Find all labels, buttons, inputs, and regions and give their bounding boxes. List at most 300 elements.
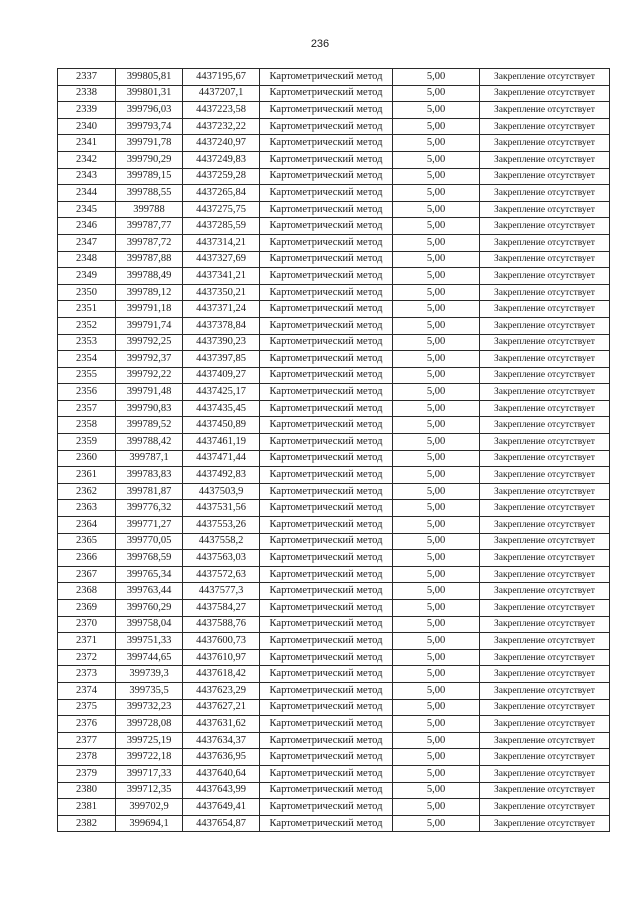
table-row (58, 682, 610, 699)
fixing-cell: Закрепление отсутствует (480, 517, 610, 534)
x-coordinate-cell: 399758,04 (116, 616, 183, 633)
point-number-cell: 2372 (58, 649, 116, 666)
error-cell: 5,00 (393, 450, 480, 467)
table-row (58, 85, 610, 102)
point-number-cell: 2368 (58, 583, 116, 600)
fixing-cell: Закрепление отсутствует (480, 815, 610, 832)
method-cell: Картометрический метод (260, 135, 393, 152)
y-coordinate-cell: 4437618,42 (183, 666, 260, 683)
y-coordinate-cell: 4437627,21 (183, 699, 260, 716)
error-cell: 5,00 (393, 483, 480, 500)
error-cell: 5,00 (393, 384, 480, 401)
table-row (58, 351, 610, 368)
x-coordinate-cell: 399739,3 (116, 666, 183, 683)
table-row (58, 716, 610, 733)
point-number-cell: 2369 (58, 600, 116, 617)
point-number-cell: 2338 (58, 85, 116, 102)
table-row (58, 583, 610, 600)
method-cell: Картометрический метод (260, 118, 393, 135)
error-cell: 5,00 (393, 317, 480, 334)
error-cell: 5,00 (393, 517, 480, 534)
error-cell: 5,00 (393, 234, 480, 251)
fixing-cell: Закрепление отсутствует (480, 268, 610, 285)
method-cell: Картометрический метод (260, 815, 393, 832)
x-coordinate-cell: 399728,08 (116, 716, 183, 733)
method-cell: Картометрический метод (260, 301, 393, 318)
point-number-cell: 2352 (58, 317, 116, 334)
y-coordinate-cell: 4437558,2 (183, 533, 260, 550)
error-cell: 5,00 (393, 533, 480, 550)
method-cell: Картометрический метод (260, 85, 393, 102)
error-cell: 5,00 (393, 118, 480, 135)
point-number-cell: 2344 (58, 185, 116, 202)
error-cell: 5,00 (393, 716, 480, 733)
table-row (58, 782, 610, 799)
method-cell: Картометрический метод (260, 682, 393, 699)
point-number-cell: 2355 (58, 367, 116, 384)
method-cell: Картометрический метод (260, 151, 393, 168)
point-number-cell: 2343 (58, 168, 116, 185)
table-row (58, 467, 610, 484)
fixing-cell: Закрепление отсутствует (480, 85, 610, 102)
point-number-cell: 2361 (58, 467, 116, 484)
point-number-cell: 2349 (58, 268, 116, 285)
table-row (58, 765, 610, 782)
error-cell: 5,00 (393, 815, 480, 832)
y-coordinate-cell: 4437397,85 (183, 351, 260, 368)
table-row (58, 135, 610, 152)
table-row (58, 69, 610, 86)
error-cell: 5,00 (393, 284, 480, 301)
y-coordinate-cell: 4437265,84 (183, 185, 260, 202)
x-coordinate-cell: 399763,44 (116, 583, 183, 600)
error-cell: 5,00 (393, 649, 480, 666)
fixing-cell: Закрепление отсутствует (480, 384, 610, 401)
y-coordinate-cell: 4437240,97 (183, 135, 260, 152)
error-cell: 5,00 (393, 699, 480, 716)
method-cell: Картометрический метод (260, 218, 393, 235)
x-coordinate-cell: 399791,18 (116, 301, 183, 318)
x-coordinate-cell: 399776,32 (116, 500, 183, 517)
y-coordinate-cell: 4437275,75 (183, 201, 260, 218)
method-cell: Картометрический метод (260, 699, 393, 716)
y-coordinate-cell: 4437553,26 (183, 517, 260, 534)
error-cell: 5,00 (393, 85, 480, 102)
method-cell: Картометрический метод (260, 649, 393, 666)
method-cell: Картометрический метод (260, 799, 393, 816)
point-number-cell: 2340 (58, 118, 116, 135)
method-cell: Картометрический метод (260, 716, 393, 733)
fixing-cell: Закрепление отсутствует (480, 500, 610, 517)
method-cell: Картометрический метод (260, 168, 393, 185)
point-number-cell: 2363 (58, 500, 116, 517)
table-row (58, 566, 610, 583)
table-row (58, 533, 610, 550)
point-number-cell: 2371 (58, 633, 116, 650)
fixing-cell: Закрепление отсутствует (480, 533, 610, 550)
error-cell: 5,00 (393, 417, 480, 434)
fixing-cell: Закрепление отсутствует (480, 467, 610, 484)
x-coordinate-cell: 399732,23 (116, 699, 183, 716)
method-cell: Картометрический метод (260, 517, 393, 534)
x-coordinate-cell: 399787,1 (116, 450, 183, 467)
y-coordinate-cell: 4437390,23 (183, 334, 260, 351)
point-number-cell: 2339 (58, 102, 116, 119)
y-coordinate-cell: 4437409,27 (183, 367, 260, 384)
y-coordinate-cell: 4437450,89 (183, 417, 260, 434)
error-cell: 5,00 (393, 765, 480, 782)
method-cell: Картометрический метод (260, 583, 393, 600)
point-number-cell: 2362 (58, 483, 116, 500)
table-row (58, 749, 610, 766)
y-coordinate-cell: 4437610,97 (183, 649, 260, 666)
fixing-cell: Закрепление отсутствует (480, 732, 610, 749)
point-number-cell: 2376 (58, 716, 116, 733)
point-number-cell: 2356 (58, 384, 116, 401)
y-coordinate-cell: 4437572,63 (183, 566, 260, 583)
table-row (58, 500, 610, 517)
fixing-cell: Закрепление отсутствует (480, 135, 610, 152)
fixing-cell: Закрепление отсутствует (480, 550, 610, 567)
y-coordinate-cell: 4437425,17 (183, 384, 260, 401)
point-number-cell: 2348 (58, 251, 116, 268)
table-row (58, 268, 610, 285)
y-coordinate-cell: 4437577,3 (183, 583, 260, 600)
x-coordinate-cell: 399712,35 (116, 782, 183, 799)
y-coordinate-cell: 4437207,1 (183, 85, 260, 102)
y-coordinate-cell: 4437588,76 (183, 616, 260, 633)
point-number-cell: 2345 (58, 201, 116, 218)
table-row (58, 616, 610, 633)
x-coordinate-cell: 399770,05 (116, 533, 183, 550)
y-coordinate-cell: 4437341,21 (183, 268, 260, 285)
point-number-cell: 2351 (58, 301, 116, 318)
x-coordinate-cell: 399788,42 (116, 434, 183, 451)
y-coordinate-cell: 4437378,84 (183, 317, 260, 334)
point-number-cell: 2347 (58, 234, 116, 251)
table-row (58, 815, 610, 832)
fixing-cell: Закрепление отсутствует (480, 716, 610, 733)
fixing-cell: Закрепление отсутствует (480, 367, 610, 384)
table-row (58, 666, 610, 683)
table-row (58, 251, 610, 268)
point-number-cell: 2346 (58, 218, 116, 235)
table-row (58, 234, 610, 251)
point-number-cell: 2357 (58, 400, 116, 417)
fixing-cell: Закрепление отсутствует (480, 483, 610, 500)
x-coordinate-cell: 399768,59 (116, 550, 183, 567)
error-cell: 5,00 (393, 351, 480, 368)
fixing-cell: Закрепление отсутствует (480, 600, 610, 617)
fixing-cell: Закрепление отсутствует (480, 69, 610, 86)
point-number-cell: 2358 (58, 417, 116, 434)
error-cell: 5,00 (393, 732, 480, 749)
point-number-cell: 2381 (58, 799, 116, 816)
error-cell: 5,00 (393, 102, 480, 119)
point-number-cell: 2366 (58, 550, 116, 567)
fixing-cell: Закрепление отсутствует (480, 649, 610, 666)
table-row (58, 284, 610, 301)
x-coordinate-cell: 399781,87 (116, 483, 183, 500)
fixing-cell: Закрепление отсутствует (480, 417, 610, 434)
x-coordinate-cell: 399765,34 (116, 566, 183, 583)
x-coordinate-cell: 399788 (116, 201, 183, 218)
x-coordinate-cell: 399793,74 (116, 118, 183, 135)
fixing-cell: Закрепление отсутствует (480, 616, 610, 633)
fixing-cell: Закрепление отсутствует (480, 151, 610, 168)
fixing-cell: Закрепление отсутствует (480, 168, 610, 185)
x-coordinate-cell: 399735,5 (116, 682, 183, 699)
coordinates-table-body (58, 69, 610, 832)
x-coordinate-cell: 399760,29 (116, 600, 183, 617)
x-coordinate-cell: 399792,37 (116, 351, 183, 368)
error-cell: 5,00 (393, 566, 480, 583)
error-cell: 5,00 (393, 467, 480, 484)
method-cell: Картометрический метод (260, 749, 393, 766)
table-row (58, 118, 610, 135)
table-row (58, 185, 610, 202)
point-number-cell: 2377 (58, 732, 116, 749)
y-coordinate-cell: 4437327,69 (183, 251, 260, 268)
y-coordinate-cell: 4437471,44 (183, 450, 260, 467)
x-coordinate-cell: 399751,33 (116, 633, 183, 650)
y-coordinate-cell: 4437643,99 (183, 782, 260, 799)
x-coordinate-cell: 399787,77 (116, 218, 183, 235)
table-row (58, 102, 610, 119)
y-coordinate-cell: 4437623,29 (183, 682, 260, 699)
method-cell: Картометрический метод (260, 400, 393, 417)
y-coordinate-cell: 4437531,56 (183, 500, 260, 517)
point-number-cell: 2337 (58, 69, 116, 86)
method-cell: Картометрический метод (260, 483, 393, 500)
point-number-cell: 2350 (58, 284, 116, 301)
fixing-cell: Закрепление отсутствует (480, 765, 610, 782)
error-cell: 5,00 (393, 682, 480, 699)
error-cell: 5,00 (393, 550, 480, 567)
point-number-cell: 2379 (58, 765, 116, 782)
fixing-cell: Закрепление отсутствует (480, 317, 610, 334)
point-number-cell: 2378 (58, 749, 116, 766)
error-cell: 5,00 (393, 799, 480, 816)
table-row (58, 384, 610, 401)
error-cell: 5,00 (393, 583, 480, 600)
error-cell: 5,00 (393, 782, 480, 799)
y-coordinate-cell: 4437350,21 (183, 284, 260, 301)
table-row (58, 201, 610, 218)
fixing-cell: Закрепление отсутствует (480, 566, 610, 583)
y-coordinate-cell: 4437492,83 (183, 467, 260, 484)
fixing-cell: Закрепление отсутствует (480, 185, 610, 202)
x-coordinate-cell: 399792,25 (116, 334, 183, 351)
table-row (58, 218, 610, 235)
y-coordinate-cell: 4437249,83 (183, 151, 260, 168)
error-cell: 5,00 (393, 434, 480, 451)
y-coordinate-cell: 4437195,67 (183, 69, 260, 86)
table-row (58, 699, 610, 716)
method-cell: Картометрический метод (260, 765, 393, 782)
x-coordinate-cell: 399725,19 (116, 732, 183, 749)
coordinates-table (57, 68, 610, 832)
table-row (58, 151, 610, 168)
x-coordinate-cell: 399744,65 (116, 649, 183, 666)
table-row (58, 367, 610, 384)
method-cell: Картометрический метод (260, 251, 393, 268)
method-cell: Картометрический метод (260, 384, 393, 401)
error-cell: 5,00 (393, 168, 480, 185)
y-coordinate-cell: 4437503,9 (183, 483, 260, 500)
fixing-cell: Закрепление отсутствует (480, 301, 610, 318)
method-cell: Картометрический метод (260, 550, 393, 567)
table-row (58, 450, 610, 467)
table-row (58, 799, 610, 816)
fixing-cell: Закрепление отсутствует (480, 583, 610, 600)
x-coordinate-cell: 399717,33 (116, 765, 183, 782)
point-number-cell: 2364 (58, 517, 116, 534)
error-cell: 5,00 (393, 616, 480, 633)
x-coordinate-cell: 399722,18 (116, 749, 183, 766)
y-coordinate-cell: 4437259,28 (183, 168, 260, 185)
x-coordinate-cell: 399792,22 (116, 367, 183, 384)
x-coordinate-cell: 399787,88 (116, 251, 183, 268)
point-number-cell: 2365 (58, 533, 116, 550)
fixing-cell: Закрепление отсутствует (480, 218, 610, 235)
fixing-cell: Закрепление отсутствует (480, 118, 610, 135)
method-cell: Картометрический метод (260, 633, 393, 650)
method-cell: Картометрический метод (260, 69, 393, 86)
table-row (58, 550, 610, 567)
point-number-cell: 2367 (58, 566, 116, 583)
fixing-cell: Закрепление отсутствует (480, 434, 610, 451)
table-row (58, 417, 610, 434)
method-cell: Картометрический метод (260, 234, 393, 251)
point-number-cell: 2342 (58, 151, 116, 168)
fixing-cell: Закрепление отсутствует (480, 351, 610, 368)
table-row (58, 400, 610, 417)
y-coordinate-cell: 4437461,19 (183, 434, 260, 451)
method-cell: Картометрический метод (260, 500, 393, 517)
table-row (58, 168, 610, 185)
point-number-cell: 2373 (58, 666, 116, 683)
method-cell: Картометрический метод (260, 102, 393, 119)
x-coordinate-cell: 399796,03 (116, 102, 183, 119)
point-number-cell: 2375 (58, 699, 116, 716)
point-number-cell: 2380 (58, 782, 116, 799)
table-row (58, 301, 610, 318)
error-cell: 5,00 (393, 633, 480, 650)
y-coordinate-cell: 4437435,45 (183, 400, 260, 417)
error-cell: 5,00 (393, 201, 480, 218)
point-number-cell: 2360 (58, 450, 116, 467)
method-cell: Картометрический метод (260, 600, 393, 617)
y-coordinate-cell: 4437636,95 (183, 749, 260, 766)
x-coordinate-cell: 399787,72 (116, 234, 183, 251)
fixing-cell: Закрепление отсутствует (480, 782, 610, 799)
method-cell: Картометрический метод (260, 566, 393, 583)
y-coordinate-cell: 4437654,87 (183, 815, 260, 832)
error-cell: 5,00 (393, 251, 480, 268)
table-row (58, 483, 610, 500)
x-coordinate-cell: 399789,52 (116, 417, 183, 434)
fixing-cell: Закрепление отсутствует (480, 234, 610, 251)
method-cell: Картометрический метод (260, 732, 393, 749)
y-coordinate-cell: 4437649,41 (183, 799, 260, 816)
fixing-cell: Закрепление отсутствует (480, 334, 610, 351)
x-coordinate-cell: 399702,9 (116, 799, 183, 816)
error-cell: 5,00 (393, 334, 480, 351)
table-row (58, 517, 610, 534)
x-coordinate-cell: 399788,55 (116, 185, 183, 202)
x-coordinate-cell: 399771,27 (116, 517, 183, 534)
y-coordinate-cell: 4437563,03 (183, 550, 260, 567)
fixing-cell: Закрепление отсутствует (480, 102, 610, 119)
error-cell: 5,00 (393, 666, 480, 683)
method-cell: Картометрический метод (260, 201, 393, 218)
page-number: 236 (310, 38, 330, 50)
error-cell: 5,00 (393, 218, 480, 235)
error-cell: 5,00 (393, 301, 480, 318)
fixing-cell: Закрепление отсутствует (480, 450, 610, 467)
method-cell: Картометрический метод (260, 185, 393, 202)
method-cell: Картометрический метод (260, 268, 393, 285)
table-row (58, 334, 610, 351)
y-coordinate-cell: 4437223,58 (183, 102, 260, 119)
point-number-cell: 2359 (58, 434, 116, 451)
x-coordinate-cell: 399789,12 (116, 284, 183, 301)
point-number-cell: 2382 (58, 815, 116, 832)
method-cell: Картометрический метод (260, 317, 393, 334)
x-coordinate-cell: 399791,74 (116, 317, 183, 334)
point-number-cell: 2374 (58, 682, 116, 699)
error-cell: 5,00 (393, 69, 480, 86)
y-coordinate-cell: 4437232,22 (183, 118, 260, 135)
fixing-cell: Закрепление отсутствует (480, 749, 610, 766)
table-row (58, 317, 610, 334)
fixing-cell: Закрепление отсутствует (480, 284, 610, 301)
y-coordinate-cell: 4437314,21 (183, 234, 260, 251)
fixing-cell: Закрепление отсутствует (480, 666, 610, 683)
point-number-cell: 2370 (58, 616, 116, 633)
y-coordinate-cell: 4437634,37 (183, 732, 260, 749)
y-coordinate-cell: 4437600,73 (183, 633, 260, 650)
table-row (58, 633, 610, 650)
method-cell: Картометрический метод (260, 434, 393, 451)
method-cell: Картометрический метод (260, 467, 393, 484)
x-coordinate-cell: 399805,81 (116, 69, 183, 86)
method-cell: Картометрический метод (260, 334, 393, 351)
method-cell: Картометрический метод (260, 782, 393, 799)
x-coordinate-cell: 399801,31 (116, 85, 183, 102)
table-row (58, 649, 610, 666)
x-coordinate-cell: 399788,49 (116, 268, 183, 285)
error-cell: 5,00 (393, 151, 480, 168)
y-coordinate-cell: 4437631,62 (183, 716, 260, 733)
x-coordinate-cell: 399791,78 (116, 135, 183, 152)
table-row (58, 434, 610, 451)
fixing-cell: Закрепление отсутствует (480, 400, 610, 417)
point-number-cell: 2341 (58, 135, 116, 152)
method-cell: Картометрический метод (260, 284, 393, 301)
error-cell: 5,00 (393, 600, 480, 617)
y-coordinate-cell: 4437640,64 (183, 765, 260, 782)
error-cell: 5,00 (393, 367, 480, 384)
x-coordinate-cell: 399789,15 (116, 168, 183, 185)
x-coordinate-cell: 399694,1 (116, 815, 183, 832)
y-coordinate-cell: 4437371,24 (183, 301, 260, 318)
method-cell: Картометрический метод (260, 450, 393, 467)
fixing-cell: Закрепление отсутствует (480, 633, 610, 650)
y-coordinate-cell: 4437584,27 (183, 600, 260, 617)
fixing-cell: Закрепление отсутствует (480, 799, 610, 816)
